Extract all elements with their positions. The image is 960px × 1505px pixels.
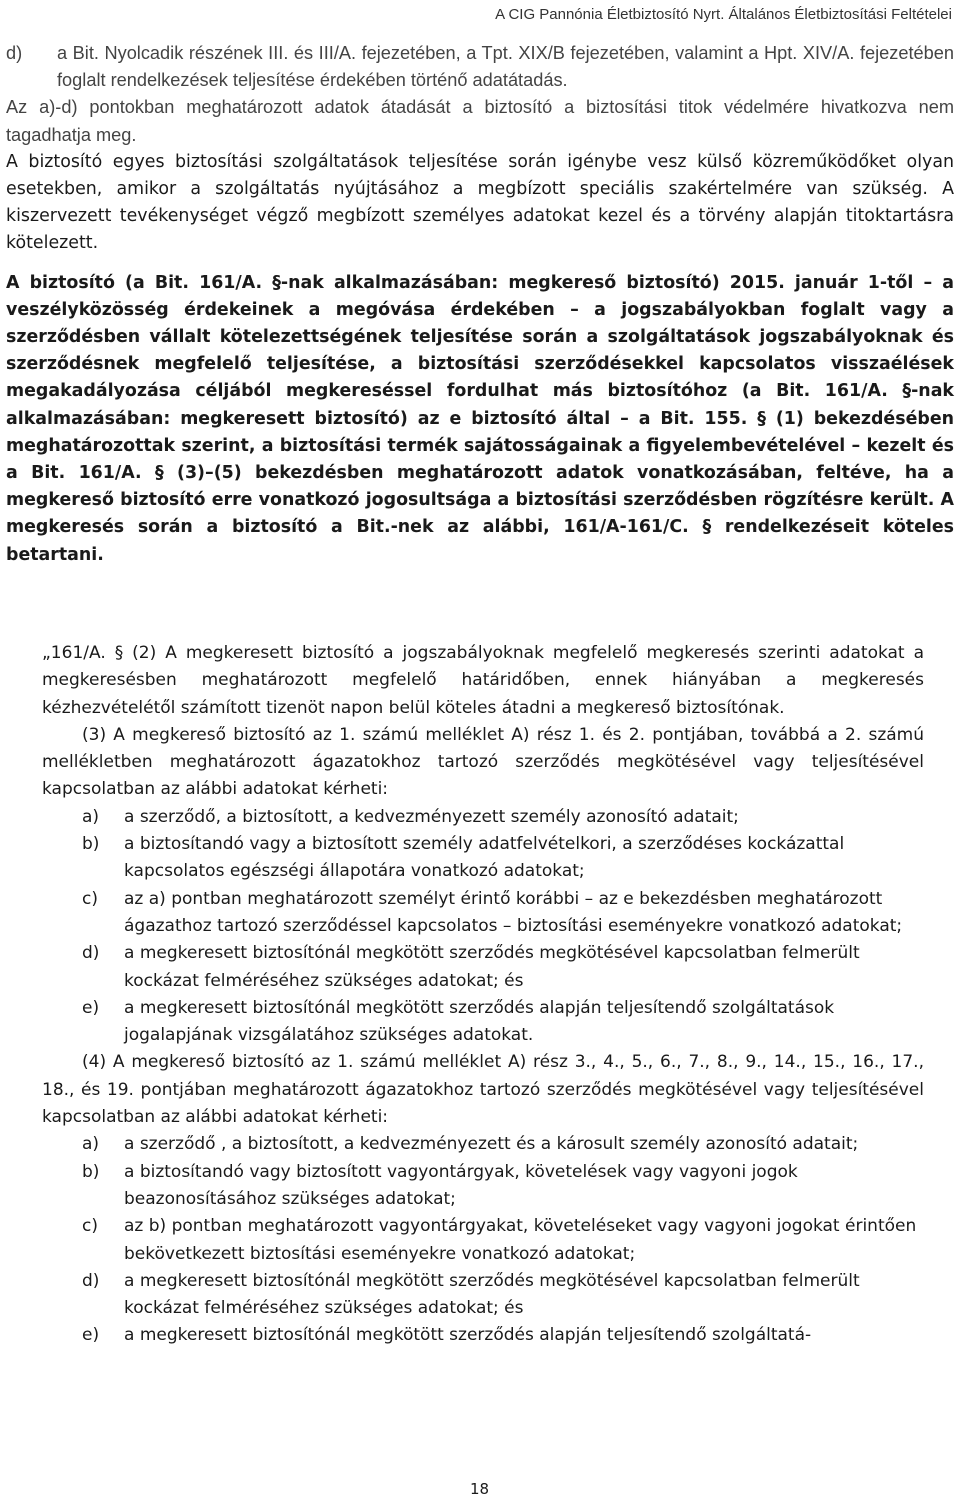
list-text: az a) pontban meghatározott személyt érintő korábbi – az e bekezdésben meghatározott ágazathoz tartozó szerződéssel kapcsolatos – biztosítási eseményekre vonatkozó adatokat; [124, 888, 903, 936]
list-item [42, 1268, 924, 1323]
list-label: d) [6, 43, 23, 63]
list-item [42, 1159, 924, 1214]
list-text: a biztosítandó vagy a biztosított személy adatfelvételkori, a szerződéses kockázattal kapcsolatos egészségi állapotára vonatkozó adatokat; [124, 834, 845, 882]
quoted-law [42, 640, 924, 1350]
page-number: 18 [470, 1480, 490, 1498]
list-text: a megkeresett biztosítónál megkötött szerződés alapján teljesítendő szolgáltatások jogalapjának vizsgálatához szükséges adatokat. [124, 997, 835, 1046]
list-3 [42, 804, 924, 1050]
list-label: a) [82, 1134, 100, 1155]
list-item [42, 995, 924, 1050]
list-text: a Bit. Nyolcadik részének III. és III/A. fejezetében, a Tpt. XIX/B fejezetében, valamint a Hpt. XIV/A. fejezetében foglalt rendelkezések teljesítése érdekében történő adatátadás. [57, 43, 954, 91]
list-label: c) [82, 1216, 98, 1237]
quote-p4: (4) A megkereső biztosító az 1. számú melléklet A) rész 3., 4., 5., 6., 7., 8., 9., 14., 15., 16., 17., 18., és 19. pontjában meghatározott ágazatokhoz tartozó szerződés megkötésével vagy teljesítésével kapcsolatban az alábbi adatokat kérheti: [42, 1052, 924, 1128]
list-item [42, 886, 924, 941]
list-label: b) [82, 834, 100, 855]
list-item [42, 940, 924, 995]
paragraph-external: A biztosító egyes biztosítási szolgáltatások teljesítése során igénybe vesz külső közreműködőket olyan esetekben, amikor a szolgáltatás nyújtásához a megbízott speciális szakértelmére van szükség. A kiszervezett tevékenységet végző megbízott személyes adatokat kezel és a törvény alapján titoktartásra kötelezett. [6, 151, 954, 254]
list-4 [42, 1131, 924, 1349]
list-text: a szerződő , a biztosított, a kedvezményezett és a károsult személy azonosító adatait; [124, 1134, 859, 1155]
body-text [6, 40, 954, 569]
list-label: d) [82, 943, 100, 964]
list-item-d [6, 40, 954, 94]
paragraph-ad: Az a)-d) pontokban meghatározott adatok átadását a biztosító a biztosítási titok védelmére hivatkozva nem tagadhatja meg. [6, 97, 954, 145]
list-item [42, 1322, 924, 1349]
list-label: d) [82, 1270, 100, 1291]
list-label: c) [82, 888, 98, 909]
list-text: a megkeresett biztosítónál megkötött szerződés alapján teljesítendő szolgáltatá- [124, 1325, 812, 1346]
list-label: b) [82, 1161, 100, 1182]
running-header: A CIG Pannónia Életbiztosító Nyrt. Általános Életbiztosítási Feltételei [495, 6, 952, 23]
list-label: a) [82, 806, 100, 827]
list-text: a megkeresett biztosítónál megkötött szerződés megkötésével kapcsolatban felmerült kockázat felméréséhez szükséges adatokat; és [124, 1270, 860, 1319]
list-item [42, 804, 924, 831]
list-item [42, 1131, 924, 1158]
list-item [42, 1213, 924, 1268]
list-text: a szerződő, a biztosított, a kedvezményezett személy azonosító adatait; [124, 806, 739, 827]
paragraph-bold: A biztosító (a Bit. 161/A. §-nak alkalmazásában: megkereső biztosító) 2015. január 1-től – a veszélyközösség érdekeinek a megóvása érdekében – a jogszabályokban foglalt vagy a szerződésben vállalt kötelezettségének teljesítése során a szolgáltatások jogszabályoknak és szerződésnek megfelelő teljesítése, a biztosítási szerződésekkel kapcsolatos visszaélések megakadályozása céljából megkereséssel fordulhat más biztosítóhoz (a Bit. 161/A. §-nak alkalmazásában: megkeresett biztosító) az e biztosító által – a Bit. 155. § (1) bekezdésében meghatározottak szerint, a biztosítási termék sajátosságainak a figyelembevételével – kezelt és a Bit. 161/A. § (3)–(5) bekezdésben meghatározott adatok vonatkozásában, feltéve, ha a megkereső biztosító erre vonatkozó jogosultsága a biztosítási szerződésben rögzítésre került. A megkeresés során a biztosító a Bit.-nek az alábbi, 161/A-161/C. § rendelkezéseit köteles betartani. [6, 272, 954, 565]
list-label: e) [82, 997, 100, 1018]
list-item [42, 831, 924, 886]
list-text: az b) pontban meghatározott vagyontárgyakat, követeléseket vagy vagyoni jogokat érintően bekövetkezett biztosítási eseményekre vonatkozó adatokat; [124, 1216, 917, 1264]
list-text: a megkeresett biztosítónál megkötött szerződés megkötésével kapcsolatban felmerült kockázat felméréséhez szükséges adatokat; és [124, 943, 860, 991]
list-label: e) [82, 1325, 100, 1346]
quote-p3: (3) A megkereső biztosító az 1. számú melléklet A) rész 1. és 2. pontjában, továbbá a 2. számú mellékletben meghatározott ágazatokhoz tartozó szerződés megkötésével vagy teljesítésével kapcsolatban az alábbi adatokat kérheti: [42, 724, 924, 800]
quote-p2: „161/A. § (2) A megkeresett biztosító a jogszabályoknak megfelelő megkeresés szerinti adatokat a megkeresésben meghatározott megfelelő határidőben, ennek hiányában a megkeresés kézhezvételétől számított tizenöt napon belül köteles átadni a megkereső biztosítónak. [42, 643, 924, 718]
list-text: a biztosítandó vagy biztosított vagyontárgyak, követelések vagy vagyoni jogok beazonosításához szükséges adatokat; [124, 1161, 798, 1209]
